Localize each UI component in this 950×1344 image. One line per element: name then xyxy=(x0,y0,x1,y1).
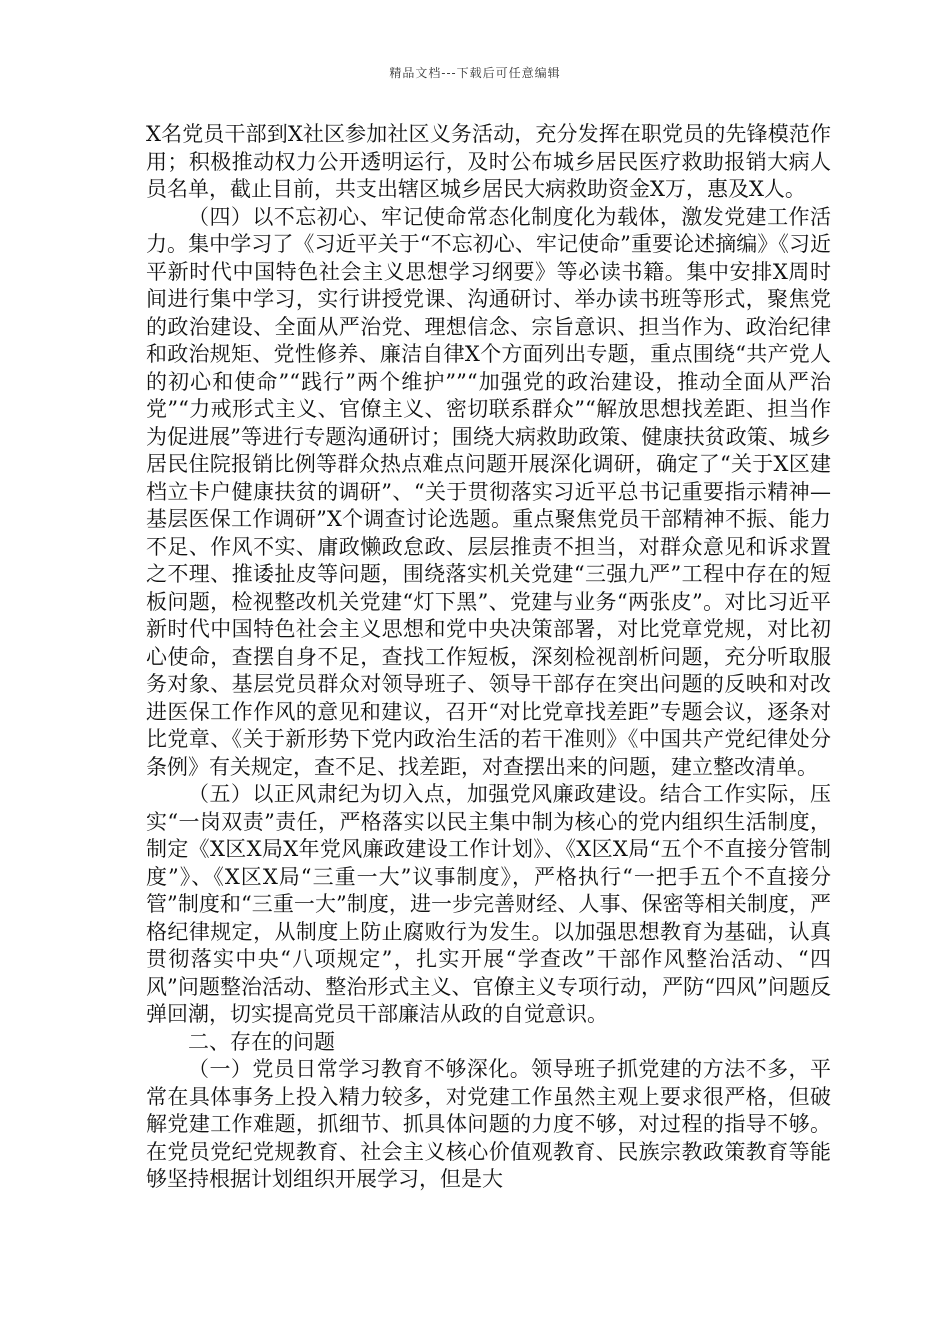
document-body xyxy=(146,121,831,1194)
paragraph-section-4: （四）以不忘初心、牢记使命常态化制度化为载体，激发党建工作活力。集中学习了《习近平关于“不忘初心、牢记使命”重要论述摘编》《习近平新时代中国特色社会主义思想学习纲要》等必读书籍。集中安排X周时间进行集中学习，实行讲授党课、沟通研讨、举办读书班等形式，聚焦党的政治建设、全面从严治党、理想信念、宗旨意识、担当作为、政治纪律和政治规矩、党性修养、廉洁自律X个方面列出专题，重点围绕“共产党人的初心和使命”“践行”两个维护””“加强党的政治建设，推动全面从严治党”“力戒形式主义、官僚主义、密切联系群众”“解放思想找差距、担当作为促进展”等进行专题沟通研讨；围绕大病救助政策、健康扶贫政策、城乡居民住院报销比例等群众热点难点问题开展深化调研，确定了“关于X区建档立卡户健康扶贫的调研”、“关于贯彻落实习近平总书记重要指示精神—基层医保工作调研”X个调查讨论选题。重点聚焦党员干部精神不振、能力不足、作风不实、庸政懒政怠政、层层推责不担当，对群众意见和诉求置之不理、推诿扯皮等问题，围绕落实机关党建“三强九严”工程中存在的短板问题，检视整改机关党建“灯下黑”、党建与业务“两张皮”。对比习近平新时代中国特色社会主义思想和党中央决策部署，对比党章党规，对比初心使命，查摆自身不足，查找工作短板，深刻检视剖析问题，充分听取服务对象、基层党员群众对领导班子、领导干部存在突出问题的反映和对改进医保工作作风的意见和建议，召开“对比党章找差距”专题会议，逐条对比党章、《关于新形势下党内政治生活的若干准则》《中国共产党纪律处分条例》有关规定，查不足、找差距，对查摆出来的问题，建立整改清单。 xyxy=(146,204,831,779)
page-header: 精品文档---下载后可任意编辑 xyxy=(389,66,561,80)
paragraph-section-5: （五）以正风肃纪为切入点，加强党风廉政建设。结合工作实际，压实“一岗双责”责任，严格落实以民主集中制为核心的党内组织生活制度，制定《X区X局X年党风廉政建设工作计划》、《X区X局“五个不直接分管制度”》、《X区X局“三重一大”议事制度》，严格执行“一把手五个不直接分管”制度和“三重一大”制度，进一步完善财经、人事、保密等相关制度，严格纪律规定，从制度上防止腐败行为发生。以加强思想教育为基础，认真贯彻落实中央“八项规定”，扎实开展“学查改”干部作风整治活动、“四风”问题整治活动、整治形式主义、官僚主义专项行动，严防“四风”问题反弹回潮，切实提高党员干部廉洁从政的自觉意识。 xyxy=(146,782,831,1026)
section-heading-problems: 二、存在的问题 xyxy=(188,1029,335,1054)
paragraph-continuation: X名党员干部到X社区参加社区义务活动，充分发挥在职党员的先锋模范作用；积极推动权力公开透明运行，及时公布城乡居民医疗救助报销大病人员名单，截止目前，共支出辖区城乡居民大病救助资金X万，惠及X人。 xyxy=(146,122,831,201)
paragraph-problem-1: （一）党员日常学习教育不够深化。领导班子抓党建的方法不多，平常在具体事务上投入精力较多，对党建工作虽然主观上要求很严格，但破解党建工作难题，抓细节、抓具体问题的力度不够，对过程的指导不够。在党员党纪党规教育、社会主义核心价值观教育、民族宗教政策教育等能够坚持根据计划组织开展学习，但是大 xyxy=(146,1057,831,1191)
